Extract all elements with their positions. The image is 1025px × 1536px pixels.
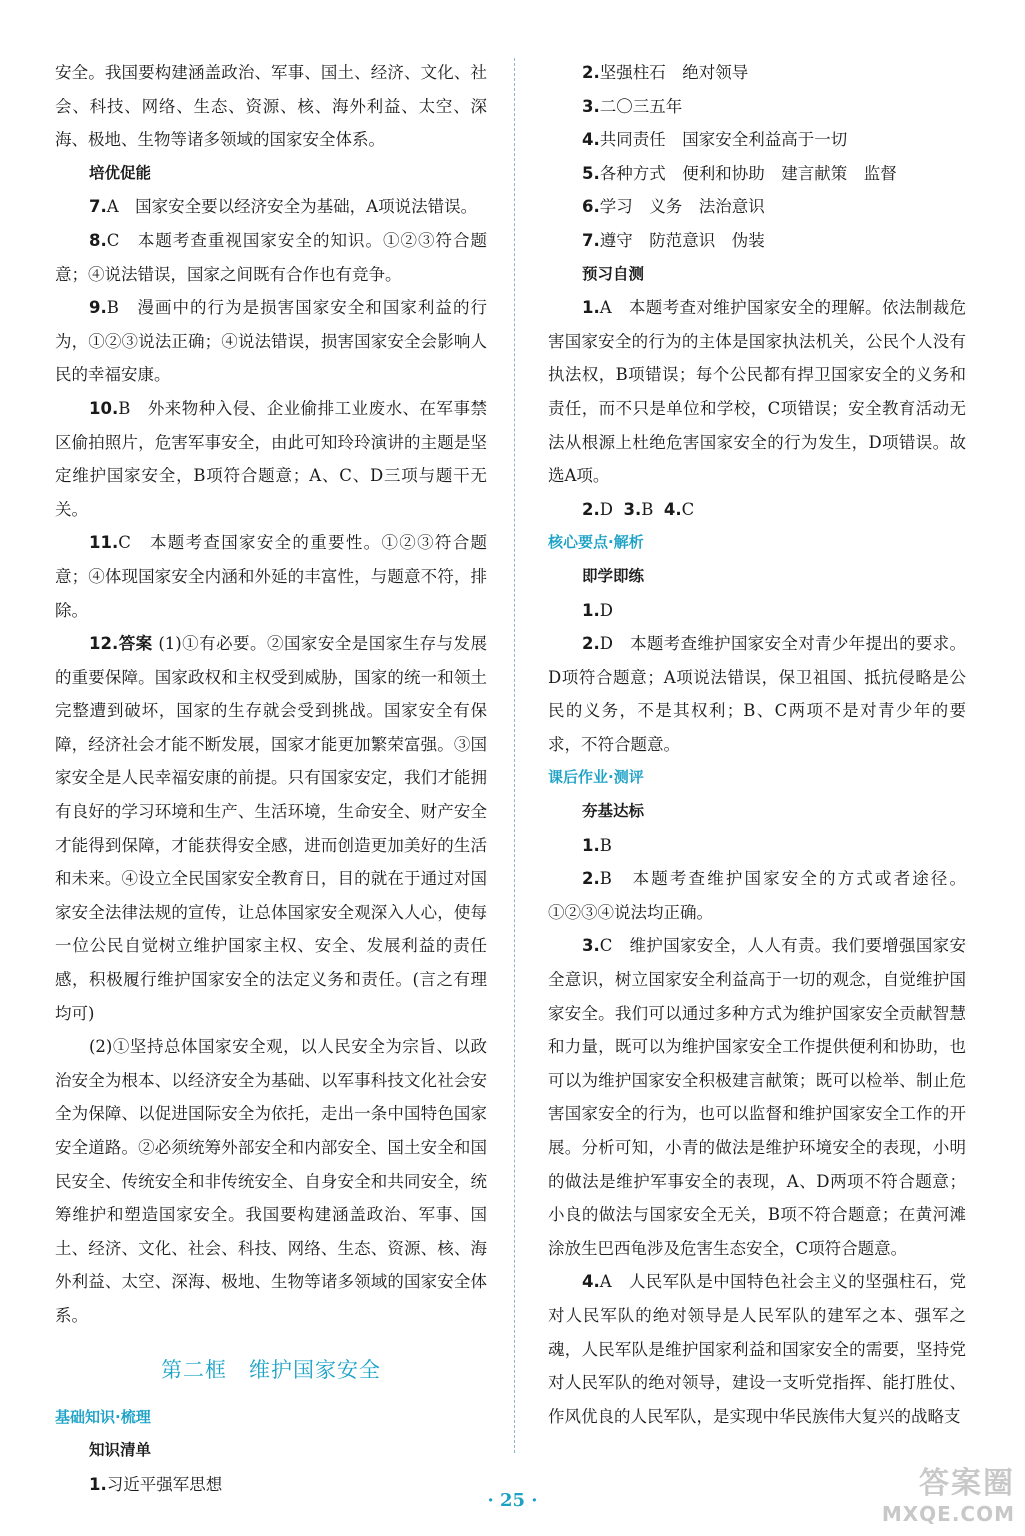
banner-separator: · xyxy=(608,533,614,552)
section-heading-zhishi: 知识清单 xyxy=(89,1441,152,1460)
answer-9 xyxy=(55,291,487,392)
page-number: · 25 · xyxy=(487,1490,538,1511)
answer-text: D 本题考查维护国家安全对青少年提出的要求。D项符合题意；A项说法错误，保卫祖国、抵抗侵略是公民的义务，不是其权利；B、C两项不是对青少年的要求，不符合题意。 xyxy=(548,634,966,754)
answer-number: 9. xyxy=(89,298,107,318)
answer-number: 2. xyxy=(582,499,600,519)
section-heading-hangji: 夯基达标 xyxy=(582,802,645,821)
section-banner-kehou xyxy=(548,761,966,795)
homework-answer-3 xyxy=(548,929,966,1265)
answer-number: 2. xyxy=(582,634,600,654)
watermark-title: 答案圈 xyxy=(919,1466,1015,1501)
section-heading-yuxi: 预习自测 xyxy=(582,264,645,283)
answer-number: 4. xyxy=(663,499,682,519)
answer-number: 3. xyxy=(582,936,600,956)
answer-12-part2: (2)①坚持总体国家安全观，以人民安全为宗旨、以政治安全为根本、以经济安全为基础、以军事科技文化社会安全为保障、以促进国际安全为依托，走出一条中国特色国家安全道路。②必须统筹外部安全和内部安全、国土安全和国民安全、传统安全和非传统安全、自身安全和共同安全，统筹维护和塑造国家安全。我国要构建涵盖政治、军事、国土、经济、文化、社会、科技、网络、生态、资源、核、海外利益、太空、深海、极地、生物等诸多领域的国家安全体系。 xyxy=(55,1037,487,1325)
answer-text: B xyxy=(641,499,654,519)
watermark-url: MXQE.COM xyxy=(881,1502,1015,1526)
item-number: 4. xyxy=(582,130,600,150)
chapter-title: 第二框 维护国家安全 xyxy=(161,1357,381,1382)
practice-answer-2 xyxy=(548,627,966,761)
answer-text: A 人民军队是中国特色社会主义的坚强柱石，党对人民军队的绝对领导是人民军队的建军之本、强军之魂，人民军队是维护国家利益和国家安全的需要，坚持党对人民军队的绝对领导，建设一支听党指挥、能打胜仗、作风优良的人民军队，是实现中华民族伟大复兴的战略支 xyxy=(548,1272,966,1426)
knowledge-item-4 xyxy=(548,123,966,157)
answer-10 xyxy=(55,392,487,526)
continued-paragraph: 安全。我国要构建涵盖政治、军事、国土、经济、文化、社会、科技、网络、生态、资源、核、海外利益、太空、深海、极地、生物等诸多领域的国家安全体系。 xyxy=(55,63,487,150)
answer-7 xyxy=(55,190,487,224)
item-text: 遵守 防范意识 伪装 xyxy=(599,230,765,250)
answer-number: 2. xyxy=(582,869,600,889)
item-text: 二〇三五年 xyxy=(599,96,683,116)
answer-number: 10. xyxy=(89,398,119,418)
knowledge-item-6 xyxy=(548,190,966,224)
answer-text: C 维护国家安全，人人有责。我们要增强国家安全意识，树立国家安全利益高于一切的观念，自觉维护国家安全。我们可以通过多种方式为维护国家安全贡献智慧和力量，既可以为维护国家安全工作提供便利和协助，也可以为维护国家安全积极建言献策；既可以检举、制止危害国家安全的行为，也可以监督和维护国家安全工作的开展。分析可知，小青的做法是维护环境安全的表现，小明的做法是维护军事安全的表现，A、D两项不符合题意；小良的做法与国家安全无关，B项不符合题意；在黄河滩涂放生巴西龟涉及危害生态安全，C项符合题意。 xyxy=(548,936,966,1258)
answer-text: B xyxy=(599,835,612,855)
item-number: 5. xyxy=(582,163,600,183)
left-column xyxy=(55,56,487,1501)
answer-text: A 本题考查对维护国家安全的理解。依法制裁危害国家安全的行为的主体是国家执法机关，公民个人没有执法权，B项错误；每个公民都有捍卫国家安全的义务和责任，而不只是单位和学校，C项错误；安全教育活动无法从根源上杜绝危害国家安全的行为发生，D项错误。故选A项。 xyxy=(548,298,966,486)
answer-number: 11. xyxy=(89,533,119,553)
banner-separator: · xyxy=(608,768,614,787)
banner-separator: · xyxy=(115,1407,121,1426)
item-text: 学习 义务 法治意识 xyxy=(599,197,765,217)
preview-answer-1 xyxy=(548,291,966,493)
answer-text: (1)①有必要。②国家安全是国家生存与发展的重要保障。国家政权和主权受到威胁，国家的统一和领土完整遭到破坏，国家的生存就会受到挑战。国家安全有保障，经济社会才能不断发展，国家才能更加繁荣富强。③国家安全是人民幸福安康的前提。只有国家安定，我们才能拥有良好的学习环境和生产、生活环境，生命安全、财产安全才能得到保障，才能获得安全感，进而创造更加美好的生活和未来。④设立全民国家安全教育日，目的就在于通过对国家安全法律法规的宣传，让总体国家安全观深入人心，使每一位公民自觉树立维护国家主权、安全、发展利益的责任感，积极履行维护国家安全的法定义务和责任。(言之有理均可) xyxy=(55,634,488,1023)
preview-answers-2-4 xyxy=(548,493,966,527)
answer-number: 1. xyxy=(582,835,600,855)
answer-text: B 漫画中的行为是损害国家安全和国家利益的行为，①②③说法正确；④说法错误，损害国家安全会影响人民的幸福安康。 xyxy=(55,298,487,385)
knowledge-item-5 xyxy=(548,157,966,191)
answer-text: D xyxy=(599,600,613,620)
answer-number: 3. xyxy=(623,499,642,519)
knowledge-item-7 xyxy=(548,224,966,258)
answer-11 xyxy=(55,526,487,627)
homework-answer-4 xyxy=(548,1265,966,1433)
item-number: 6. xyxy=(582,197,600,217)
banner-part-b: 梳理 xyxy=(120,1407,151,1426)
right-column xyxy=(548,56,966,1433)
homework-answer-1 xyxy=(548,829,966,863)
item-number: 7. xyxy=(582,230,600,250)
practice-answer-1 xyxy=(548,594,966,628)
knowledge-item-2 xyxy=(548,56,966,90)
item-number: 3. xyxy=(582,96,600,116)
answer-number: 7. xyxy=(89,197,107,217)
answer-text: C 本题考查重视国家安全的知识。①②③符合题意；④说法错误，国家之间既有合作也有竞争。 xyxy=(55,230,487,284)
answer-text: A 国家安全要以经济安全为基础，A项说法错误。 xyxy=(106,197,478,217)
answer-text: C xyxy=(681,499,695,519)
section-heading-peiyou: 培优促能 xyxy=(89,163,152,182)
banner-part-b: 解析 xyxy=(613,533,644,552)
banner-part-b: 测评 xyxy=(613,768,644,787)
answer-12 xyxy=(55,627,487,1030)
item-text: 坚强柱石 绝对领导 xyxy=(599,63,749,82)
answer-number: 1. xyxy=(582,600,600,620)
answer-number: 1. xyxy=(582,298,600,318)
answer-text: D xyxy=(599,499,613,519)
homework-answer-2 xyxy=(548,862,966,929)
answer-text: B 外来物种入侵、企业偷排工业废水、在军事禁区偷拍照片，危害军事安全，由此可知玲玲演讲的主题是坚定维护国家安全，B项符合题意；A、C、D三项与题干无关。 xyxy=(55,398,487,519)
item-text: 共同责任 国家安全利益高于一切 xyxy=(599,130,848,150)
answer-number: 12. xyxy=(89,634,119,654)
section-banner-hexin xyxy=(548,526,966,560)
answer-8 xyxy=(55,224,487,291)
section-heading-jixue: 即学即练 xyxy=(582,566,645,585)
item-text: 习近平强军思想 xyxy=(106,1474,223,1494)
section-banner-jichu xyxy=(55,1401,487,1435)
banner-part-a: 基础知识 xyxy=(55,1407,116,1426)
item-text: 各种方式 便利和协助 建言献策 监督 xyxy=(599,163,897,183)
answer-number: 4. xyxy=(582,1272,600,1292)
watermark-logo xyxy=(870,1458,1015,1530)
banner-part-a: 课后作业 xyxy=(548,768,609,787)
answer-label: 答案 xyxy=(118,634,153,654)
answer-text: B 本题考查维护国家安全的方式或者途径。①②③④说法均正确。 xyxy=(548,869,966,922)
item-number: 1. xyxy=(89,1474,107,1494)
knowledge-item-3 xyxy=(548,90,966,124)
answer-text: C 本题考查国家安全的重要性。①②③符合题意；④体现国家安全内涵和外延的丰富性，与题意不符，排除。 xyxy=(55,533,487,620)
banner-part-a: 核心要点 xyxy=(548,533,609,552)
column-divider xyxy=(514,58,515,1453)
item-number: 2. xyxy=(582,63,600,82)
answer-number: 8. xyxy=(89,230,107,250)
